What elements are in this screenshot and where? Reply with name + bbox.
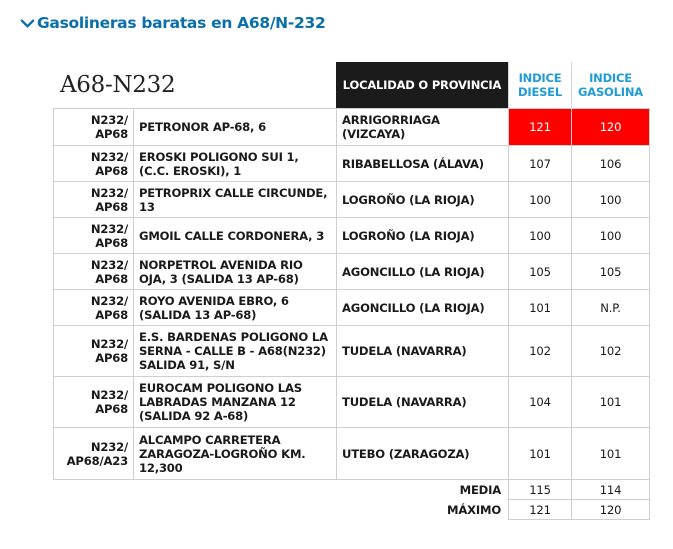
chevron-down-icon [20, 16, 35, 31]
column-header-gasoline-line1: INDICE [589, 71, 632, 85]
station-cell: ALCAMPO CARRETERA ZARAGOZA-LOGROÑO KM. 12,300 [134, 428, 337, 480]
gasoline-index-cell: 101 [572, 428, 650, 480]
road-cell: N232/ AP68 [54, 326, 134, 377]
road-cell: N232/ AP68 [54, 182, 134, 218]
section-heading-label: Gasolineras baratas en A68/N-232 [37, 14, 326, 32]
table-row [54, 182, 650, 218]
station-cell: GMOIL CALLE CORDONERA, 3 [134, 218, 337, 254]
station-cell: ROYO AVENIDA EBRO, 6 (SALIDA 13 AP-68) [134, 290, 337, 326]
table-row [54, 326, 650, 377]
table-row [54, 109, 650, 146]
column-header-gasoline [571, 62, 649, 108]
table-row [54, 428, 650, 480]
gasoline-index-cell: 106 [572, 146, 650, 182]
locality-cell: LOGROÑO (LA RIOJA) [337, 218, 509, 254]
road-cell: N232/ AP68 [54, 377, 134, 428]
station-cell: PETRONOR AP-68, 6 [134, 109, 337, 146]
road-cell: N232/ AP68/A23 [54, 428, 134, 480]
table-row [54, 290, 650, 326]
diesel-index-cell: 107 [509, 146, 572, 182]
locality-cell: ARRIGORRIAGA (VIZCAYA) [337, 109, 509, 146]
column-header-diesel [508, 62, 571, 108]
max-diesel-cell: 121 [509, 500, 572, 520]
max-label: MÁXIMO [447, 502, 501, 517]
diesel-index-cell: 100 [509, 218, 572, 254]
road-cell: N232/ AP68 [54, 218, 134, 254]
diesel-index-cell: 101 [509, 428, 572, 480]
diesel-index-cell: 105 [509, 254, 572, 290]
diesel-index-cell: 101 [509, 290, 572, 326]
station-cell: NORPETROL AVENIDA RIO OJA, 3 (SALIDA 13 AP-68) [134, 254, 337, 290]
media-label: MEDIA [459, 482, 501, 497]
locality-cell: UTEBO (ZARAGOZA) [337, 428, 509, 480]
diesel-index-cell: 121 [509, 109, 572, 146]
station-cell: E.S. BARDENAS POLIGONO LA SERNA - CALLE B - A68(N232) SALIDA 91, S/N [134, 326, 337, 377]
station-cell: EROSKI POLIGONO SUI 1, (C.C. EROSKI), 1 [134, 146, 337, 182]
gasoline-index-cell: 100 [572, 182, 650, 218]
locality-cell: RIBABELLOSA (ÁLAVA) [337, 146, 509, 182]
column-header-locality: LOCALIDAD O PROVINCIA [336, 62, 508, 108]
section-heading[interactable] [20, 14, 325, 32]
table-row [54, 218, 650, 254]
gasoline-index-cell: 102 [572, 326, 650, 377]
road-cell: N232/ AP68 [54, 146, 134, 182]
road-cell: N232/ AP68 [54, 109, 134, 146]
station-cell: EUROCAM POLIGONO LAS LABRADAS MANZANA 12 (SALIDA 92 A-68) [134, 377, 337, 428]
region-title: A68-N232 [60, 72, 176, 98]
table-row [54, 146, 650, 182]
locality-cell: TUDELA (NAVARRA) [337, 326, 509, 377]
stations-table [53, 108, 650, 520]
gasoline-index-cell: 105 [572, 254, 650, 290]
media-diesel-cell: 115 [509, 480, 572, 500]
summary-row-media [54, 480, 650, 500]
locality-cell: AGONCILLO (LA RIOJA) [337, 254, 509, 290]
locality-cell: TUDELA (NAVARRA) [337, 377, 509, 428]
station-cell: PETROPRIX CALLE CIRCUNDE, 13 [134, 182, 337, 218]
locality-cell: AGONCILLO (LA RIOJA) [337, 290, 509, 326]
table-row [54, 377, 650, 428]
summary-row-max [54, 500, 650, 520]
diesel-index-cell: 100 [509, 182, 572, 218]
gasoline-index-cell: N.P. [572, 290, 650, 326]
column-header-diesel-line1: INDICE [518, 71, 562, 85]
gasoline-index-cell: 120 [572, 109, 650, 146]
diesel-index-cell: 102 [509, 326, 572, 377]
gasoline-index-cell: 101 [572, 377, 650, 428]
road-cell: N232/ AP68 [54, 290, 134, 326]
diesel-index-cell: 104 [509, 377, 572, 428]
media-gasoline-cell: 114 [572, 480, 650, 500]
road-cell: N232/ AP68 [54, 254, 134, 290]
locality-cell: LOGROÑO (LA RIOJA) [337, 182, 509, 218]
max-gasoline-cell: 120 [572, 500, 650, 520]
table-row [54, 254, 650, 290]
column-header-diesel-line2: DIESEL [518, 85, 562, 99]
column-header-gasoline-line2: GASOLINA [578, 85, 643, 99]
gasoline-index-cell: 100 [572, 218, 650, 254]
